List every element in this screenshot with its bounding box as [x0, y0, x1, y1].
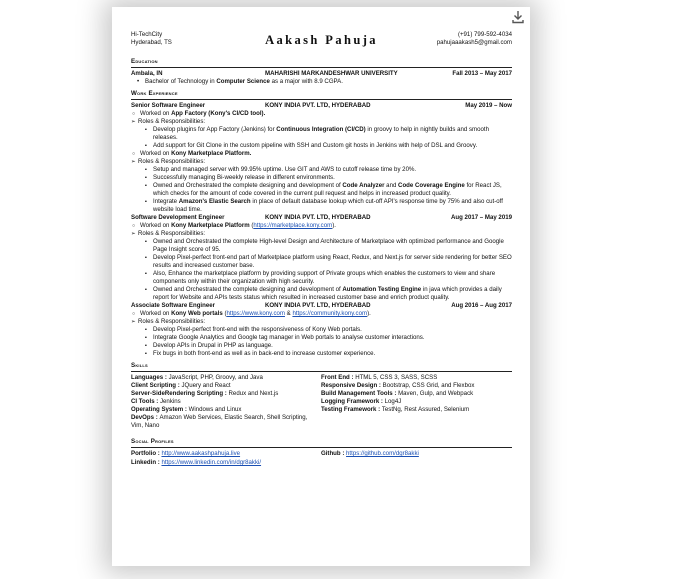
education-heading: Education [131, 58, 512, 68]
skills-grid [131, 374, 512, 438]
skill-line: Operating System : Windows and Linux [131, 406, 242, 413]
skill-line: CI Tools : Jenkins [131, 398, 181, 405]
list-item: ➢ Roles & Responsibilities: [131, 318, 512, 326]
portfolio-link[interactable]: http://www.aakashpahuja.live [161, 450, 241, 457]
skills-heading: Skills [131, 362, 512, 372]
phone: (+91) 799-592-4034 [457, 31, 512, 38]
list-item: ▪ Add support for Git Clone in the custom pipeline with SSH and Custom git hosts in Jenkins with help of DSL and Groovy. [131, 142, 512, 150]
list-item: ▪ Integrate Google Analytics and Google tag manager in Web portals to analyse customer interactions. [131, 334, 512, 342]
job-row: Software Development Engineer KONY INDIA PVT. LTD, HYDERABAD Aug 2017 – May 2019 [131, 214, 512, 221]
linkedin-link[interactable]: https://www.linkedin.com/in/dgr8akki/ [161, 459, 262, 466]
job-row: Associate Software Engineer KONY INDIA PVT. LTD, HYDERABAD Aug 2016 – Aug 2017 [131, 302, 512, 309]
social-links: Portfolio : http://www.aakashpahuja.live Linkedin : https://www.linkedin.com/in/dgr8akki/ Github : https://github.com/dgr8akki [131, 450, 419, 466]
marketplace-link[interactable]: https://marketplace.kony.com [253, 222, 333, 229]
list-item: ▪ Also, Enhance the marketplace platform by providing support of Private groups which enables the customers to view and share components only within their organization with high security. [131, 270, 512, 286]
resume-page [112, 7, 530, 566]
education-row: Ambala, IN MAHARISHI MARKANDESHWAR UNIVERSITY Fall 2013 – May 2017 [131, 70, 512, 77]
list-item: ➢ Roles & Responsibilities: [131, 230, 512, 238]
skill-line: DevOps : Amazon Web Services, Elastic Search, Shell Scripting, Vim, Nano [131, 414, 308, 429]
resume-name: Aakash Pahuja [265, 33, 378, 47]
list-item: ▪ Develop Pixel-perfect front-end part of Marketplace platform using React, Redux, and Next.js for server side rendering for better SEO results and increased customer base. [131, 254, 512, 270]
skill-line: Build Management Tools : Maven, Gulp, and Webpack [321, 390, 474, 397]
work-heading: Work Experience [131, 90, 512, 100]
job-row: Senior Software Engineer KONY INDIA PVT. LTD, HYDERABAD May 2019 – Now [131, 102, 512, 109]
skill-line: Server-SideRendering Scripting : Redux and Next.js [131, 390, 279, 397]
list-item: ▪ Owned and Orchestrated the complete High-level Design and Architecture of Marketplace with optimized performance and Google Page Insight score of 95. [131, 238, 512, 254]
list-item: ▪ Integrate Amazon's Elastic Search in place of default database lookup which cut-off API's response time by 75% and also cut-off website load time. [131, 198, 512, 214]
skill-line: Front End : HTML 5, CSS 3, SASS, SCSS [321, 374, 438, 381]
list-item: ▪ Owned and Orchestrated the complete designing and development of Code Analyzer and Code Coverage Engine for React JS, which checks for the amount of code covered in the current pull request and helps in increased product quality. [131, 182, 512, 198]
list-item: ➢ Roles & Responsibilities: [131, 118, 512, 126]
list-item: ▪ Fix bugs in both front-end as well as in back-end to increase customer experience. [131, 350, 512, 358]
kony-link[interactable]: https://www.kony.com [226, 310, 285, 317]
email: pahujaaakash5@gmail.com [436, 39, 512, 46]
list-item: ▪ Develop Pixel-perfect front-end with the responsiveness of Kony Web portals. [131, 326, 512, 334]
list-item: ○ Worked on App Factory (Kony's CI/CD tool). [131, 110, 512, 118]
resume-content [131, 31, 512, 468]
skill-line: Responsive Design : Bootstrap, CSS Grid, and Flexbox [321, 382, 475, 389]
skill-line: Client Scripting : JQuery and React [131, 382, 231, 389]
list-item: ▪ Setup and managed server with 99.95% uptime. Use GIT and AWS to cutoff release time by 20%. [131, 166, 512, 174]
social-heading: Social Profiles [131, 438, 512, 448]
community-link[interactable]: https://community.kony.com [292, 310, 368, 317]
list-item: ▪ Develop plugins for App Factory (Jenkins) for Continuous Integration (CI/CD) in groovy to help in nightly builds and smooth releases. [131, 126, 512, 142]
list-item: ○ Worked on Kony Web portals (https://www.kony.com & https://community.kony.com). [131, 310, 512, 318]
list-item: ▪ Owned and Orchestrated the complete designing and development of Automation Testing Engine in java which provides a daily report for Website and APIs tests status which resulted in increased customer base and enrich product quality. [131, 286, 512, 302]
list-item: ▪ Successfully managing Bi-weekly release in different environments. [131, 174, 512, 182]
list-item: ▪ Develop APIs in Drupal in PHP as language. [131, 342, 512, 350]
resume-header [131, 31, 512, 58]
degree-line: • Bachelor of Technology in Computer Science as a major with 8.9 CGPA. [131, 78, 512, 86]
skill-line: Logging Framework : Log4J [321, 398, 402, 405]
download-icon[interactable] [511, 10, 525, 24]
github-link[interactable]: https://github.com/dgr8akki [346, 450, 419, 457]
skill-line: Languages : JavaScript, PHP, Groovy, and Java [131, 374, 263, 381]
list-item: ○ Worked on Kony Marketplace Platform. [131, 150, 512, 158]
skill-line: Testing Framework : TestNg, Rest Assured, Selenium [321, 406, 470, 413]
list-item: ➢ Roles & Responsibilities: [131, 158, 512, 166]
list-item: ○ Worked on Kony Marketplace Platform (https://marketplace.kony.com). [131, 222, 512, 230]
state: Hyderabad, TS [131, 39, 172, 46]
city: Hi-TechCity [131, 31, 163, 38]
